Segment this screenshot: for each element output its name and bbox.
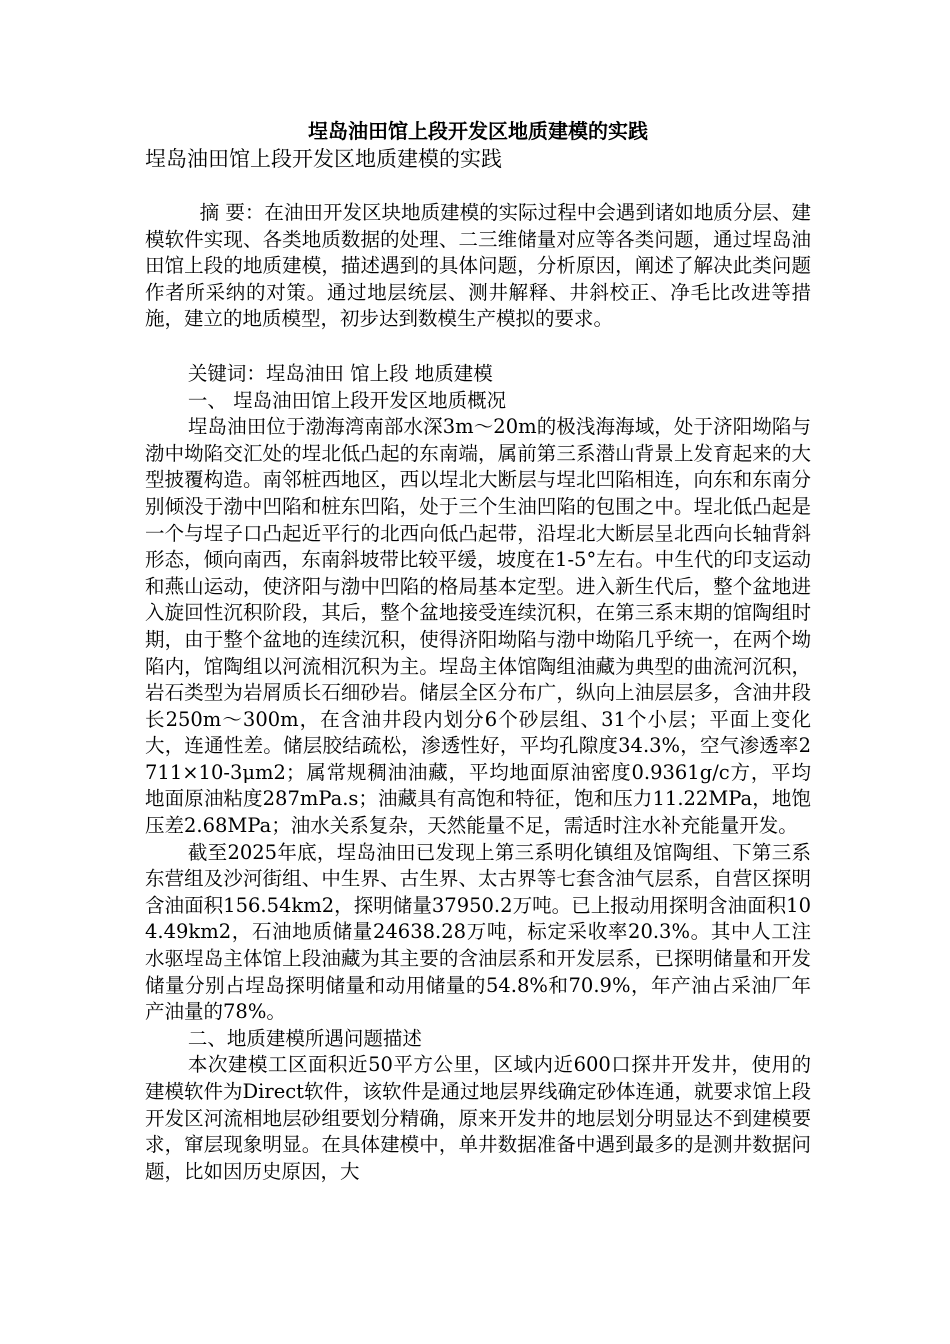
section-1-heading: 一、 埕岛油田馆上段开发区地质概况	[187, 388, 507, 412]
section-1-paragraph-1: 埕岛油田位于渤海湾南部水深3m～20m的极浅海海域，处于济阳坳陷与渤中坳陷交汇处的埕北低凸起的东南端，属前第三系潜山背景上发育起来的大型披覆构造。南邻桩西地区，西以埕北大断层与埕北凹陷相连，向东和东南分别倾没于渤中凹陷和桩东凹陷，处于三个生油凹陷的包围之中。埕北低凸起是一个与埕子口凸起近平行的北西向低凸起带，沿埕北大断层呈北西向长轴背斜形态，倾向南西，东南斜坡带比较平缓，坡度在1-5°左右。中生代的印支运动和燕山运动，使济阳与渤中凹陷的格局基本定型。进入新生代后，整个盆地进入旋回性沉积阶段，其后，整个盆地接受连续沉积，在第三系末期的馆陶组时期，由于整个盆地的连续沉积，使得济阳坳陷与渤中坳陷几乎统一，在两个坳陷内，馆陶组以河流相沉积为主。埕岛主体馆陶组油藏为典型的曲流河沉积，岩石类型为岩屑质长石细砂岩。储层全区分布广，纵向上油层层多，含油井段长250m～300m，在含油井段内划分6个砂层组、31个小层；平面上变化大，连通性差。储层胶结疏松，渗透性好，平均孔隙度34.3%，空气渗透率2711×10-3μm2；属常规稠油油藏，平均地面原油密度0.9361g/c方，平均地面原油粘度287mPa.s；油藏具有高饱和特征，饱和压力11.22MPa，地饱压差2.68MPa；油水关系复杂，天然能量不足，需适时注水补充能量开发。	[145, 415, 811, 838]
section-2-heading: 二、地质建模所遇问题描述	[187, 1026, 422, 1050]
document-subtitle: 埕岛油田馆上段开发区地质建模的实践	[145, 147, 502, 171]
abstract-paragraph: 摘 要：在油田开发区块地质建模的实际过程中会遇到诸如地质分层、建模软件实现、各类地质数据的处理、二三维储量对应等各类问题，通过埕岛油田馆上段的地质建模，描述遇到的具体问题，分析原因，阐述了解决此类问题作者所采纳的对策。通过地层统层、测井解释、井斜校正、净毛比改进等措施，建立的地质模型，初步达到数模生产模拟的要求。	[145, 201, 811, 331]
spacer	[145, 333, 811, 361]
spacer	[145, 172, 811, 200]
document-title: 埕岛油田馆上段开发区地质建模的实践	[308, 119, 648, 143]
keywords-line: 关键词：埕岛油田 馆上段 地质建模	[187, 361, 493, 385]
section-2-paragraph-1: 本次建模工区面积近50平方公里，区域内近600口探井开发井，使用的建模软件为Direct软件，该软件是通过地层界线确定砂体连通，就要求馆上段开发区河流相地层砂组要划分精确，原来开发井的地层划分明显达不到建模要求，窜层现象明显。在具体建模中，单井数据准备中遇到最多的是测井数据问题，比如因历史原因，大	[145, 1053, 811, 1183]
section-1-paragraph-2: 截至2025年底，埕岛油田已发现上第三系明化镇组及馆陶组、下第三系东营组及沙河街组、中生界、古生界、太古界等七套含油气层系，自营区探明含油面积156.54km2，探明储量37950.2万吨。已上报动用探明含油面积104.49km2，石油地质储量24638.28万吨，标定采收率20.3%。其中人工注水驱埕岛主体馆上段油藏为其主要的含油层系和开发层系，已探明储量和开发储量分别占埕岛探明储量和动用储量的54.8%和70.9%，年产油占采油厂年产油量的78%。	[145, 840, 811, 1024]
document-page	[145, 116, 811, 1185]
